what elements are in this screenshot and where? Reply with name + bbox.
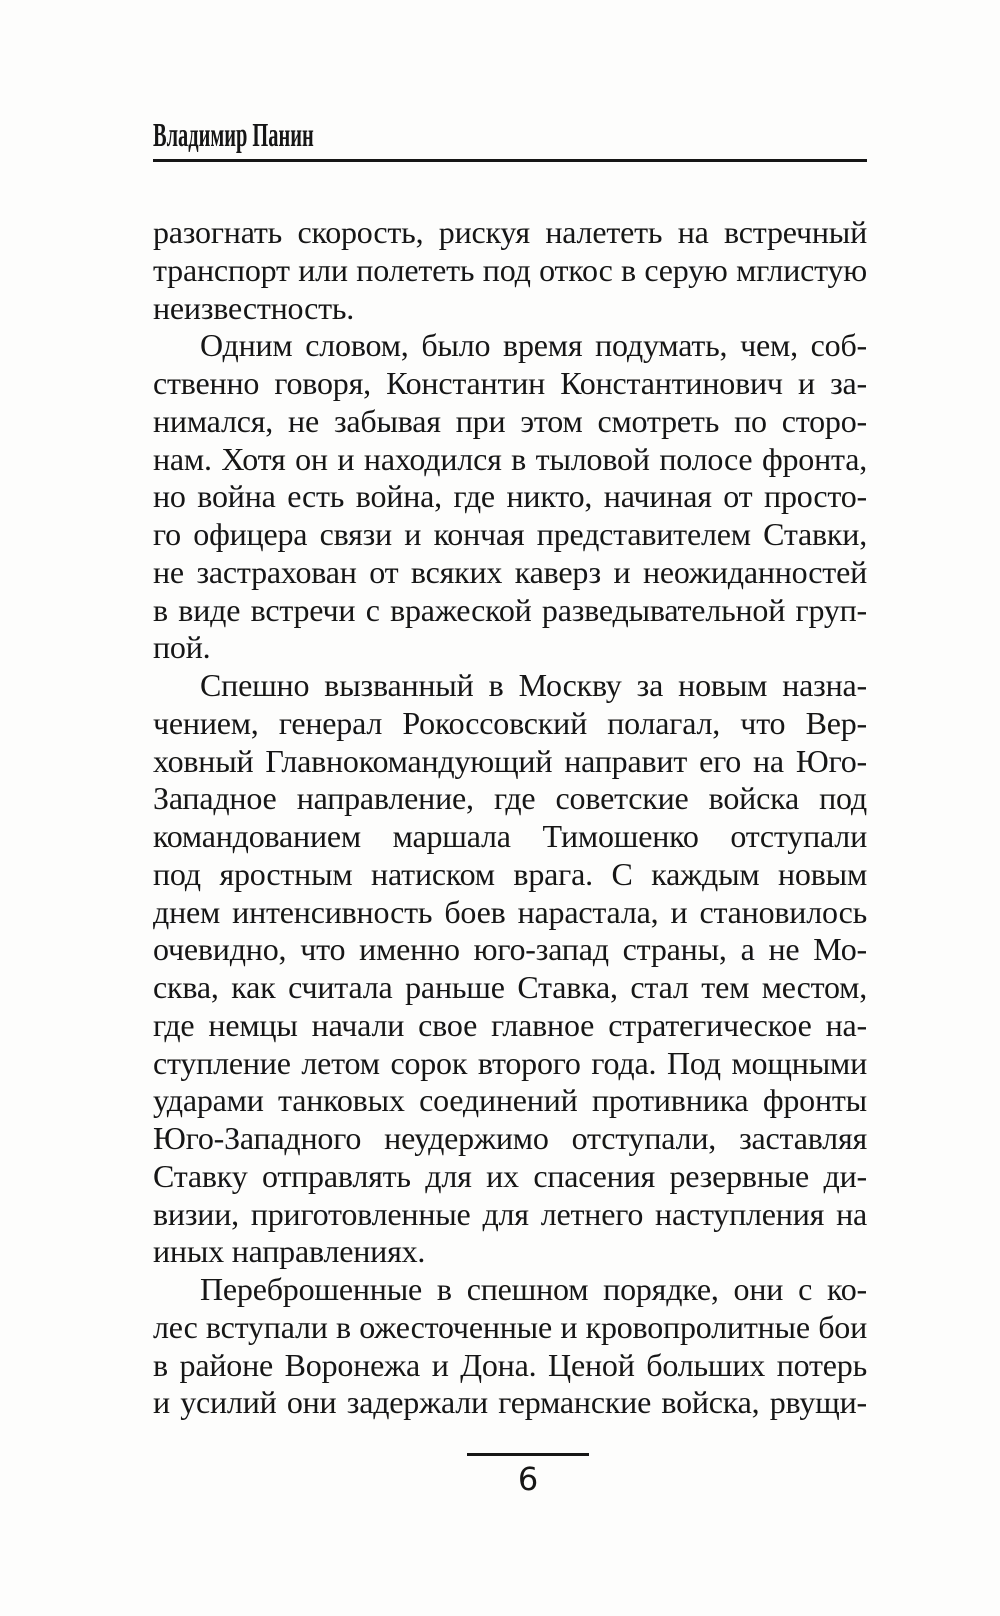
footer-rule: [467, 1453, 589, 1456]
text-line: лес вступали в ожесточенные и кровопролитные бои: [153, 1308, 867, 1345]
text-line: ственно говоря, Константин Константинович и за-: [153, 365, 867, 401]
text-line: го офицера связи и кончая представителем Ставки,: [153, 516, 867, 552]
page-number: 6: [517, 1460, 539, 1498]
text-line: разогнать скорость, рискуя налететь на встречный: [153, 214, 867, 250]
text-line: в виде встречи с вражеской разведывательной груп-: [153, 591, 867, 628]
text-line: Западное направление, где советские войска под: [153, 780, 867, 817]
text-line: пой.: [153, 629, 211, 666]
text-line: в районе Воронежа и Дона. Ценой больших потерь: [153, 1346, 867, 1383]
text-line: визии, приготовленные для летнего наступления на: [153, 1195, 867, 1232]
paragraph: [153, 327, 867, 667]
text-line: где немцы начали свое главное стратегическое на-: [153, 1006, 867, 1043]
text-line: Одним словом, было время подумать, чем, соб-: [200, 327, 867, 364]
text-line: чением, генерал Рокоссовский полагал, что Вер-: [153, 704, 867, 741]
text-line: Спешно вызванный в Москву за новым назна-: [200, 667, 867, 703]
text-line: не застрахован от всяких каверз и неожиданностей: [153, 553, 867, 590]
text-line: ступление летом сорок второго года. Под мощными: [153, 1044, 867, 1081]
text-line: командованием маршала Тимошенко отступали: [153, 818, 867, 854]
text-line: Ставку отправлять для их спасения резервные ди-: [153, 1157, 867, 1194]
text-line: ховный Главнокомандующий направит его на Юго-: [153, 742, 867, 779]
text-line: под яростным натиском врага. С каждым новым: [153, 855, 867, 892]
text-line: но война есть война, где никто, начиная от просто-: [153, 478, 867, 515]
author-name: Владимир Панин: [153, 117, 314, 154]
running-header: [153, 116, 867, 156]
text-line: Юго-Западного неудержимо отступали, заставляя: [153, 1120, 867, 1156]
header-rule: [153, 159, 867, 162]
text-line: сква, как считала раньше Ставка, стал тем местом,: [153, 969, 867, 1005]
text-line: транспорт или полететь под откос в серую мглистую: [153, 251, 867, 288]
text-line: очевидно, что именно юго-запад страны, а не Мо-: [153, 931, 867, 968]
text-line: Переброшенные в спешном порядке, они с ко-: [200, 1271, 867, 1307]
text-line: днем интенсивность боев нарастала, и становилось: [153, 893, 867, 930]
text-line: иных направлениях.: [153, 1233, 426, 1270]
text-line: нимался, не забывая при этом смотреть по сторо-: [153, 402, 867, 439]
text-line: ударами танковых соединений противника фронты: [153, 1082, 867, 1119]
body-text: [153, 214, 867, 1422]
text-line: нам. Хотя он и находился в тыловой полосе фронта,: [153, 440, 867, 477]
text-line: неизвестность.: [153, 289, 355, 326]
text-line: и усилий они задержали германские войска, рвущи-: [153, 1384, 867, 1421]
paragraph: [153, 667, 867, 1271]
paragraph: [153, 1271, 867, 1422]
paragraph: [153, 214, 867, 327]
